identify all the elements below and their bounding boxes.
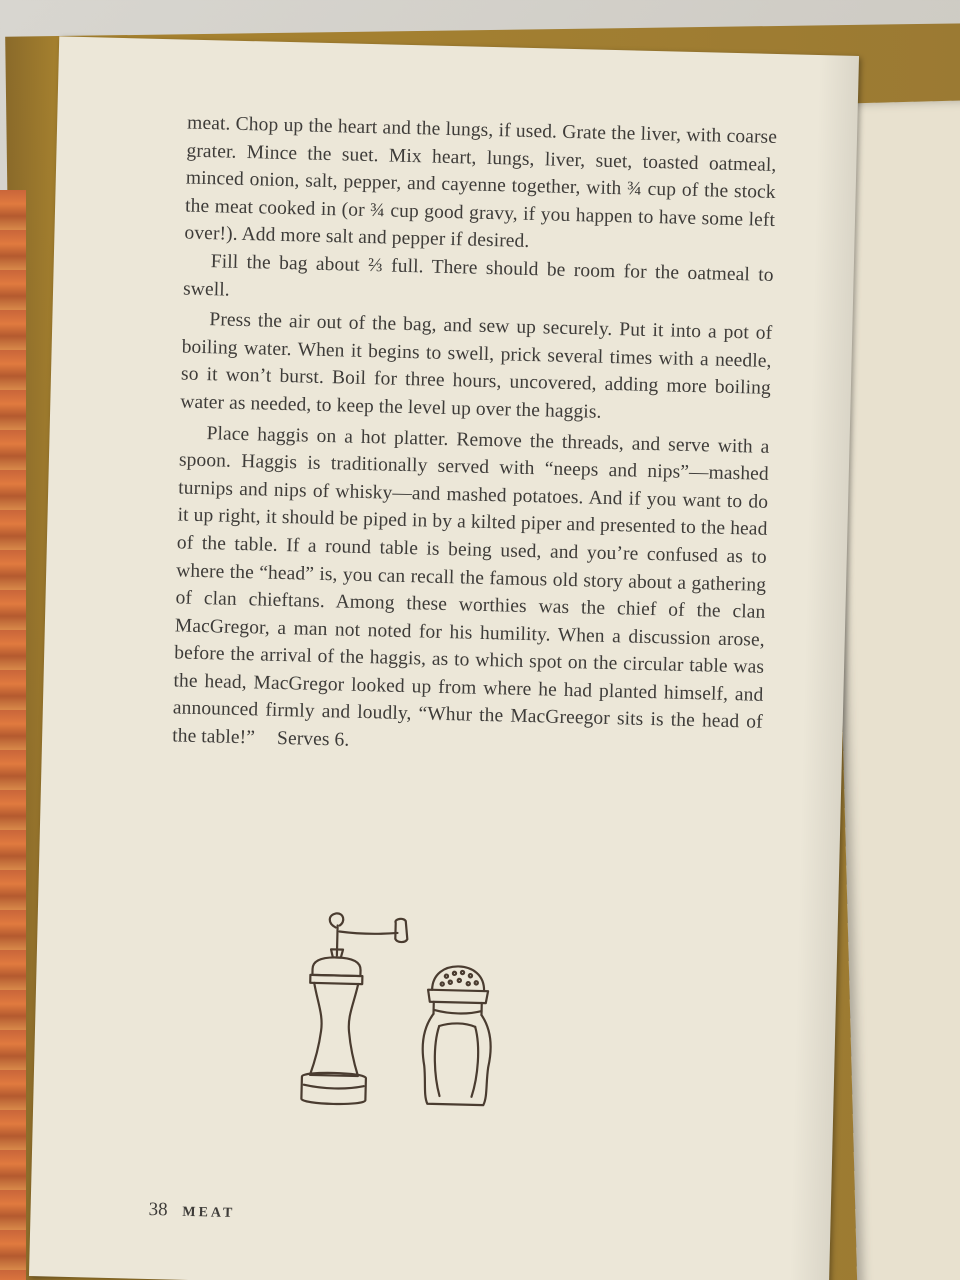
paragraph-1: meat. Chop up the heart and the lungs, if used. Grate the liver, with coarse grater. Mince the suet. Mix heart, lungs, liver, suet, toasted oatmeal, minced onion, salt, pepper, and cayenne together, with ¾ cup of the stock the meat cooked in (or ¾ cup good gravy, if you happen to have some left over!). Add more salt and pepper if desired. xyxy=(184,112,778,253)
serves-note: Serves 6. xyxy=(276,728,350,751)
page-footer xyxy=(148,1199,235,1223)
book-page xyxy=(29,36,859,1280)
salt-and-pepper-illustration xyxy=(273,902,528,1118)
section-name: MEAT xyxy=(182,1204,236,1222)
recipe-text xyxy=(172,110,777,765)
salt-shaker-icon xyxy=(421,966,492,1106)
book-spine-edge xyxy=(0,190,26,1280)
paragraph-3: Press the air out of the bag, and sew up securely. Put it into a pot of boiling water. When it begins to swell, prick several times with a needle, so it won’t burst. Boil for three hours, uncovered, adding more boiling water as needed, to keep the level up over the haggis. xyxy=(180,309,773,423)
pepper-mill-icon xyxy=(301,913,408,1106)
paragraph-4 xyxy=(172,419,770,764)
paragraph-4-text: Place haggis on a hot platter. Remove the threads, and serve with a spoon. Haggis is traditionally served with “neeps and nips”—mashed turnips and nips of whisky—and mashed potatoes. And if you want to do it up right, it should be piped in by a kilted piper and presented to the head of the table. If a round table is being used, and you’re confused as to where the “head” is, you can recall the famous old story about a gathering of clan chieftans. Among these worthies was the chief of the clan MacGregor, a man not noted for his humility. When a discussion arose, before the arrival of the haggis, as to which spot on the circular table was the head, MacGregor looked up from where he had planted himself, and announced firmly and loudly, “Whur the MacGreegor sits is the head of the table!” xyxy=(171,422,770,749)
paragraph-2: Fill the bag about ⅔ full. There should be room for the oatmeal to swell. xyxy=(182,251,774,301)
page-number: 38 xyxy=(148,1198,168,1221)
